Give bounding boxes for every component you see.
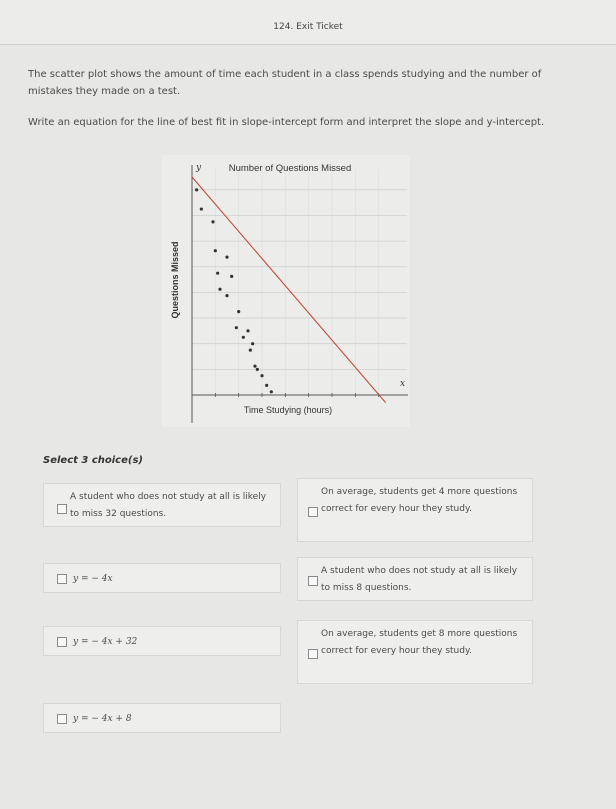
scatter-point: [242, 336, 245, 339]
select-instruction: Select 3 choice(s): [43, 455, 143, 466]
question-paragraph-2: Write an equation for the line of best fit in slope-intercept form and interpret the slope and y-intercept.: [28, 117, 545, 128]
chart-title: Number of Questions Missed: [228, 163, 352, 174]
scatter-point: [270, 390, 273, 393]
checkbox[interactable]: [308, 649, 318, 659]
scatter-point: [251, 342, 254, 345]
scatter-point: [211, 220, 214, 223]
scatter-point: [200, 207, 203, 210]
scatter-plot-svg: [162, 155, 410, 427]
scatter-point: [225, 256, 228, 259]
scatter-point: [235, 326, 238, 329]
scatter-point: [246, 329, 249, 332]
page-header: [0, 0, 616, 45]
scatter-point: [216, 272, 219, 275]
question-paragraph-1: The scatter plot shows the amount of time each student in a class spends studying and the number of mistakes they made on a test.: [28, 69, 542, 97]
choice-equation: y = − 4x + 8: [73, 714, 132, 724]
choice-option[interactable]: [43, 703, 281, 733]
choice-option[interactable]: [297, 557, 533, 601]
scatter-point: [265, 384, 268, 387]
question-prompt: [28, 66, 548, 145]
choice-option[interactable]: [43, 563, 281, 593]
choice-option[interactable]: [43, 626, 281, 656]
checkbox[interactable]: [57, 714, 67, 724]
choice-text: On average, students get 4 more questions correct for every hour they study.: [321, 487, 518, 514]
choice-option[interactable]: [297, 478, 533, 542]
scatter-point: [214, 249, 217, 252]
checkbox[interactable]: [57, 504, 67, 514]
scatter-point: [249, 349, 252, 352]
choice-option[interactable]: [43, 483, 281, 527]
checkbox[interactable]: [57, 637, 67, 647]
choice-equation: y = − 4x: [73, 574, 113, 584]
checkbox[interactable]: [308, 507, 318, 517]
scatter-point: [260, 374, 263, 377]
scatter-point: [195, 188, 198, 191]
scatter-point: [225, 294, 228, 297]
scatter-point: [230, 275, 233, 278]
x-axis-symbol: x: [400, 379, 406, 389]
scatter-point: [256, 368, 259, 371]
scatter-plot: [162, 155, 410, 427]
x-axis-label: Time Studying (hours): [243, 405, 333, 415]
scatter-point: [218, 288, 221, 291]
page-title: 124. Exit Ticket: [273, 22, 343, 32]
scatter-point: [237, 310, 240, 313]
checkbox[interactable]: [57, 574, 67, 584]
choice-text: On average, students get 8 more questions correct for every hour they study.: [321, 629, 518, 656]
choice-text: A student who does not study at all is likely to miss 8 questions.: [321, 566, 518, 593]
choice-option[interactable]: [297, 620, 533, 684]
scatter-point: [253, 365, 256, 368]
y-axis-label: Questions Missed: [170, 241, 180, 319]
y-axis-symbol: y: [196, 163, 202, 173]
choice-text: A student who does not study at all is likely to miss 32 questions.: [70, 492, 267, 519]
checkbox[interactable]: [308, 576, 318, 586]
choice-equation: y = − 4x + 32: [73, 637, 138, 647]
